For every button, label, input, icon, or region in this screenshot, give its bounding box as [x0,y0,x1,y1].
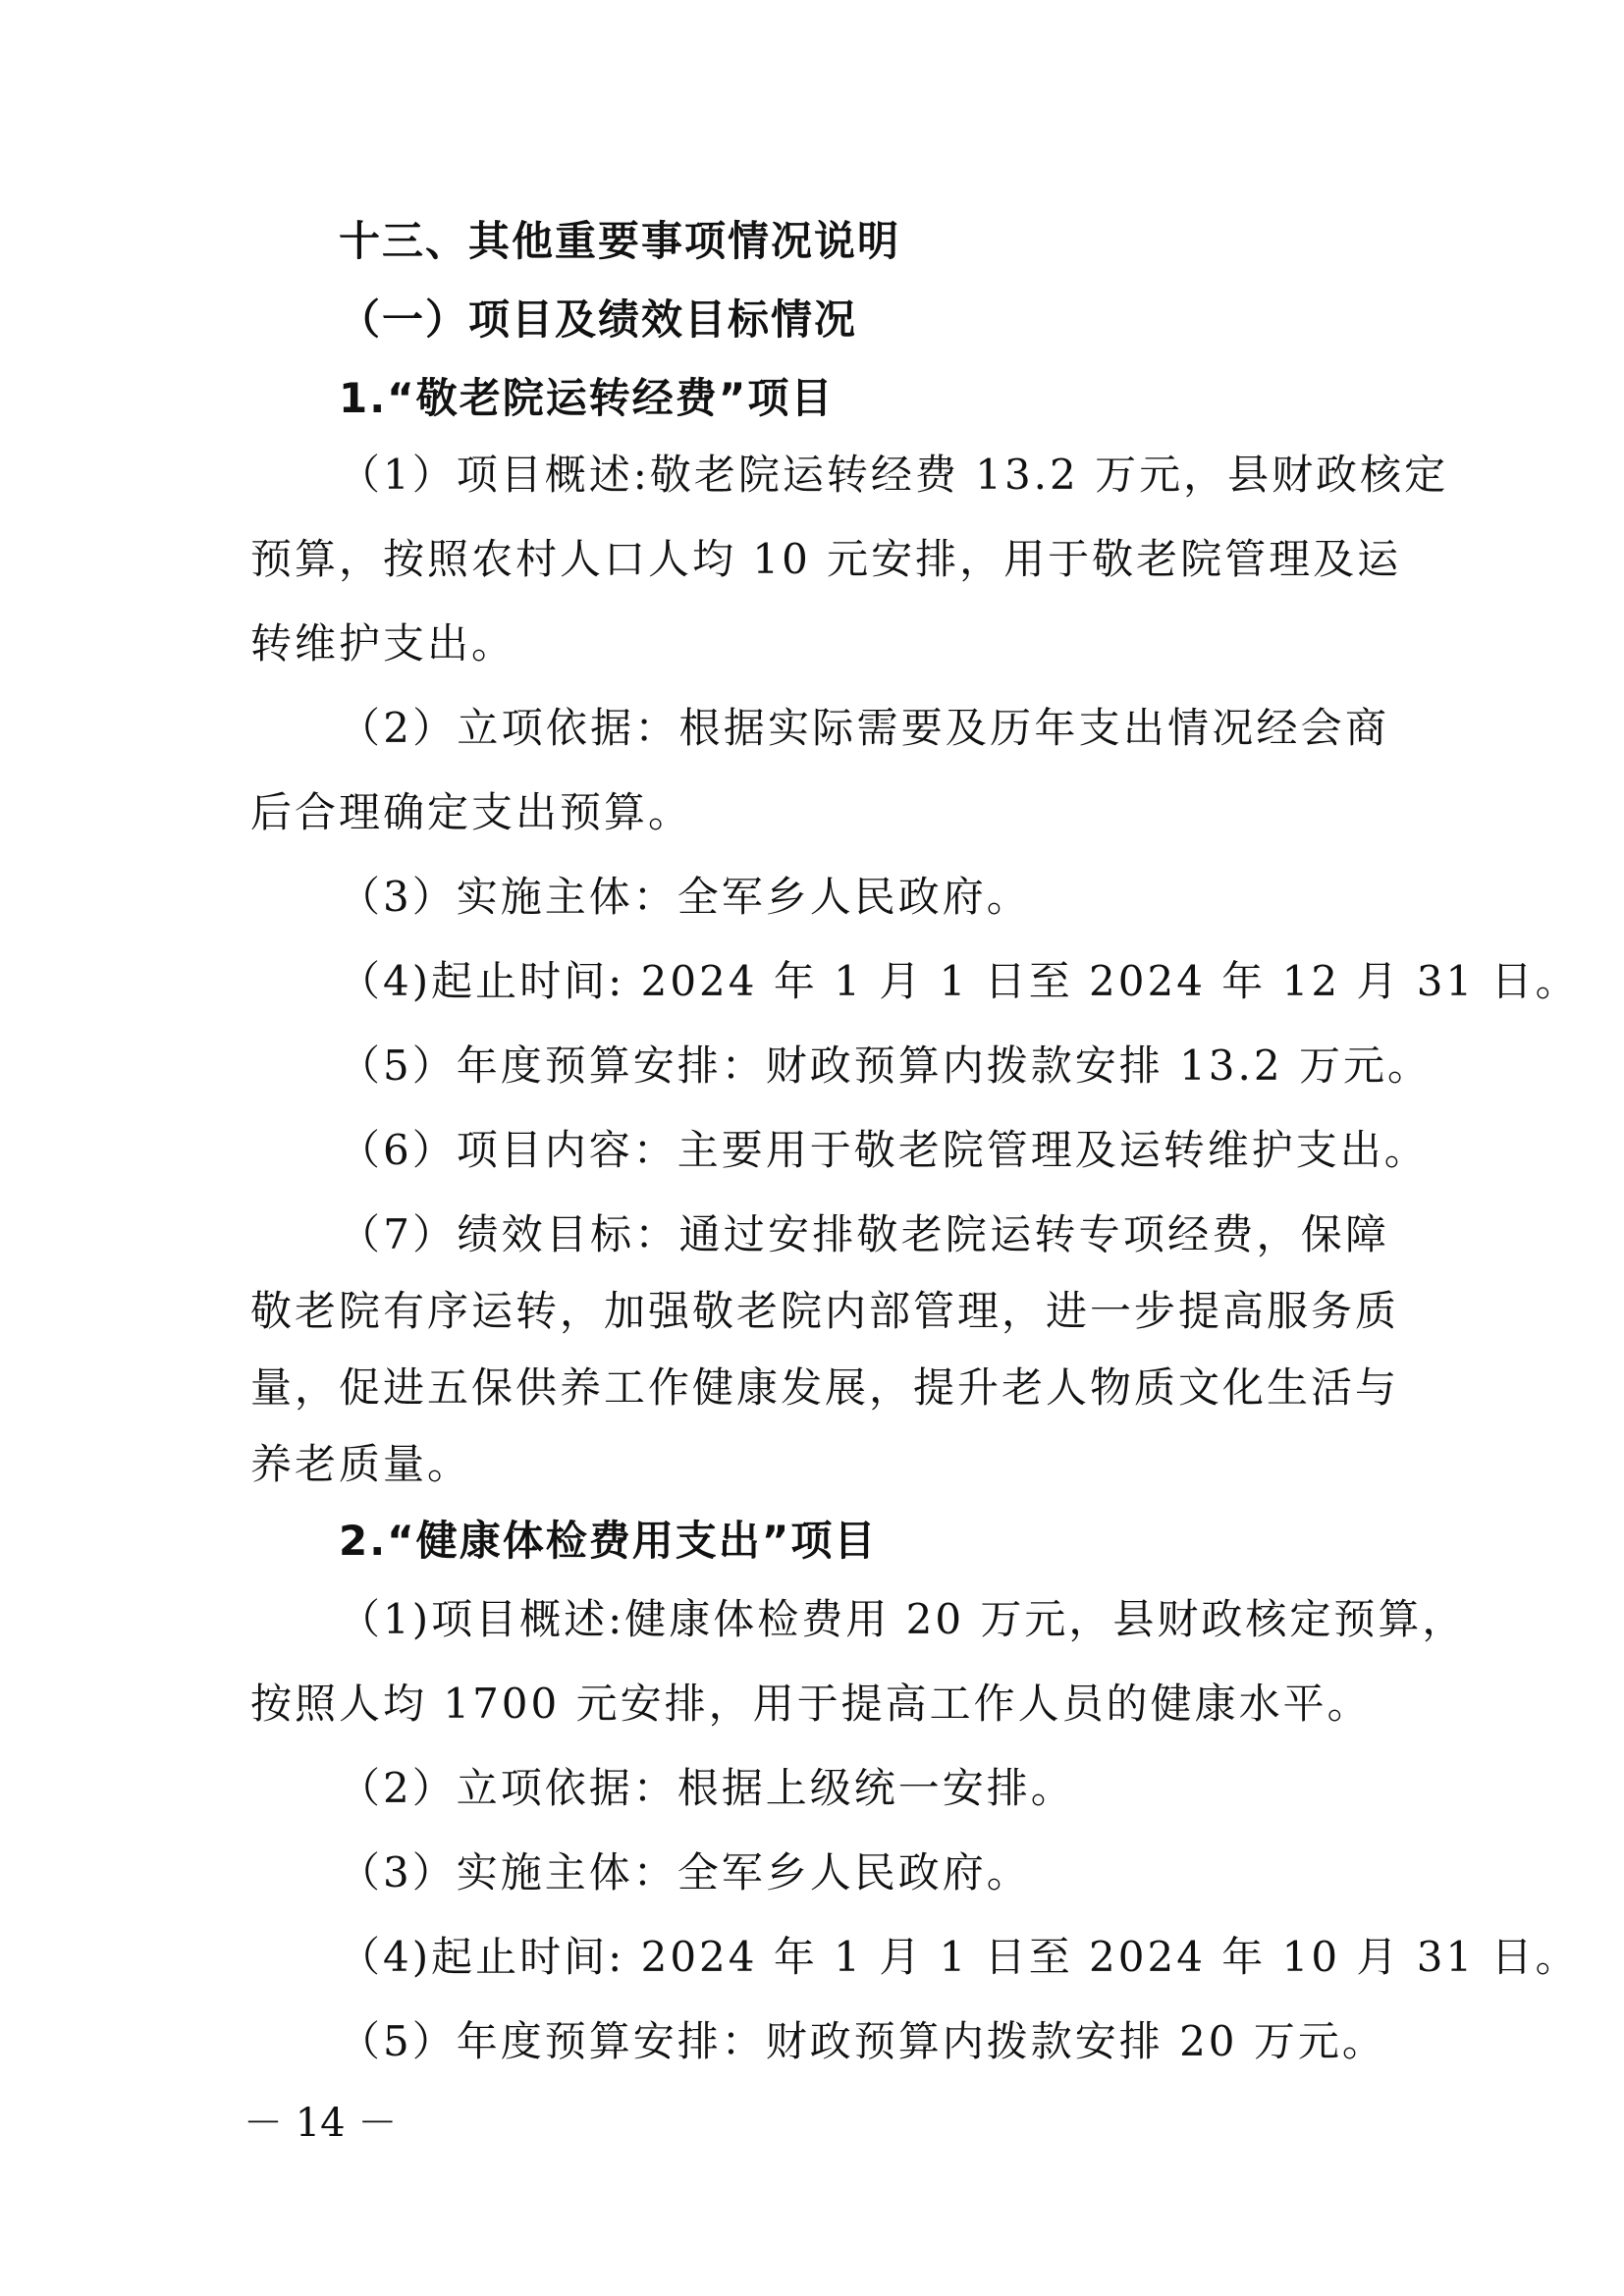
item2-p1-line2: 按照人均 1700 元安排，用于提高工作人员的健康水平。 [250,1680,1372,1728]
item1-p7-line4: 养老质量。 [250,1440,472,1488]
item1-p5: （5）年度预算安排：财政预算内拨款安排 13.2 万元。 [339,1041,1432,1090]
item1-p1-line1: （1）项目概述:敬老院运转经费 13.2 万元，县财政核定 [339,451,1449,499]
subsection-heading: （一）项目及绩效目标情况 [339,295,858,344]
page-number: － 14 － [244,2101,398,2146]
item1-p6: （6）项目内容：主要用于敬老院管理及运转维护支出。 [339,1126,1429,1174]
item1-p4: （4)起止时间: 2024 年 1 月 1 日至 2024 年 12 月 31 日。 [339,957,1580,1005]
item1-p1-line2: 预算，按照农村人口人均 10 元安排，用于敬老院管理及运 [250,535,1402,583]
item1-p3: （3）实施主体：全军乡人民政府。 [339,873,1031,921]
item2-p2: （2）立项依据：根据上级统一安排。 [339,1764,1075,1812]
item1-p1-line3: 转维护支出。 [250,619,516,667]
item1-p7-line3: 量，促进五保供养工作健康发展，提升老人物质文化生活与 [250,1363,1400,1412]
item1-p2-line2: 后合理确定支出预算。 [250,788,693,836]
item2-p1-line1: （1)项目概述:健康体检费用 20 万元，县财政核定预算， [339,1595,1467,1643]
item2-p4: （4)起止时间: 2024 年 1 月 1 日至 2024 年 10 月 31 日。 [339,1933,1580,1981]
item1-p7-line2: 敬老院有序运转，加强敬老院内部管理，进一步提高服务质 [250,1287,1400,1335]
item1-title: 1.“敬老院运转经费”项目 [339,374,835,422]
item2-title: 2.“健康体检费用支出”项目 [339,1517,878,1565]
section-heading: 十三、其他重要事项情况说明 [339,217,901,265]
item1-p7-line1: （7）绩效目标：通过安排敬老院运转专项经费，保障 [339,1210,1389,1258]
item2-p3: （3）实施主体：全军乡人民政府。 [339,1848,1031,1896]
item2-p5: （5）年度预算安排：财政预算内拨款安排 20 万元。 [339,2017,1386,2065]
item1-p2-line1: （2）立项依据：根据实际需要及历年支出情况经会商 [339,704,1389,752]
